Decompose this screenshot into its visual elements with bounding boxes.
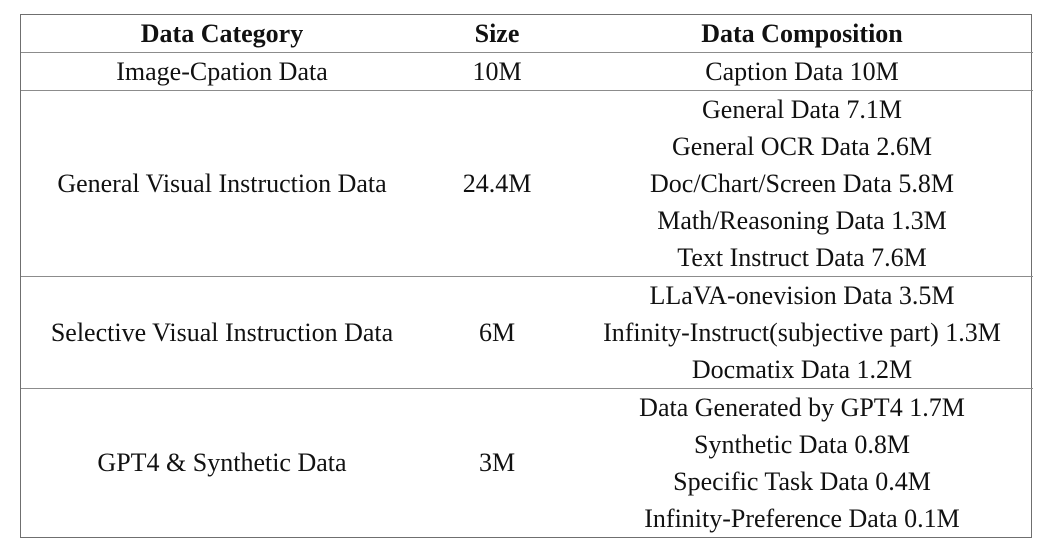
- row-composition: [571, 277, 1033, 389]
- row-size: 24.4M: [423, 91, 571, 277]
- row-category: Selective Visual Instruction Data: [21, 277, 423, 389]
- row-size: 3M: [478, 448, 516, 477]
- table-row: [21, 91, 1033, 277]
- composition-item: Infinity-Preference Data 0.1M: [644, 504, 960, 533]
- row-category: GPT4 & Synthetic Data: [97, 448, 347, 477]
- composition-item: Text Instruct Data 7.6M: [677, 243, 927, 272]
- composition-item: Caption Data 10M: [705, 57, 899, 86]
- row-category: Image-Cpation Data: [21, 53, 423, 91]
- composition-item: LLaVA-onevision Data 3.5M: [649, 281, 955, 310]
- header-data-category: Data Category: [21, 15, 423, 53]
- table-row: [21, 389, 1033, 538]
- composition-item: Synthetic Data 0.8M: [694, 430, 910, 459]
- data-composition-table-container: [20, 14, 1032, 538]
- header-data-composition: Data Composition: [571, 15, 1033, 53]
- row-composition: [571, 389, 1033, 538]
- composition-item: Docmatix Data 1.2M: [691, 355, 913, 384]
- table-row: [21, 53, 1033, 91]
- composition-item: General Data 7.1M: [702, 95, 902, 124]
- composition-item: Infinity-Instruct(subjective part) 1.3M: [603, 318, 1001, 347]
- row-category: General Visual Instruction Data: [21, 91, 423, 277]
- table-row: [21, 277, 1033, 389]
- composition-item: Specific Task Data 0.4M: [673, 467, 931, 496]
- row-composition: [571, 53, 1033, 91]
- composition-item: Data Generated by GPT4 1.7M: [639, 393, 965, 422]
- composition-item: Doc/Chart/Screen Data 5.8M: [650, 169, 954, 198]
- row-size: 6M: [423, 277, 571, 389]
- table-header-row: [21, 15, 1033, 53]
- header-size: Size: [423, 15, 571, 53]
- row-composition: [571, 91, 1033, 277]
- data-composition-table: [21, 15, 1033, 537]
- composition-item: Math/Reasoning Data 1.3M: [657, 206, 947, 235]
- row-size: 10M: [423, 53, 571, 91]
- composition-item: General OCR Data 2.6M: [672, 132, 932, 161]
